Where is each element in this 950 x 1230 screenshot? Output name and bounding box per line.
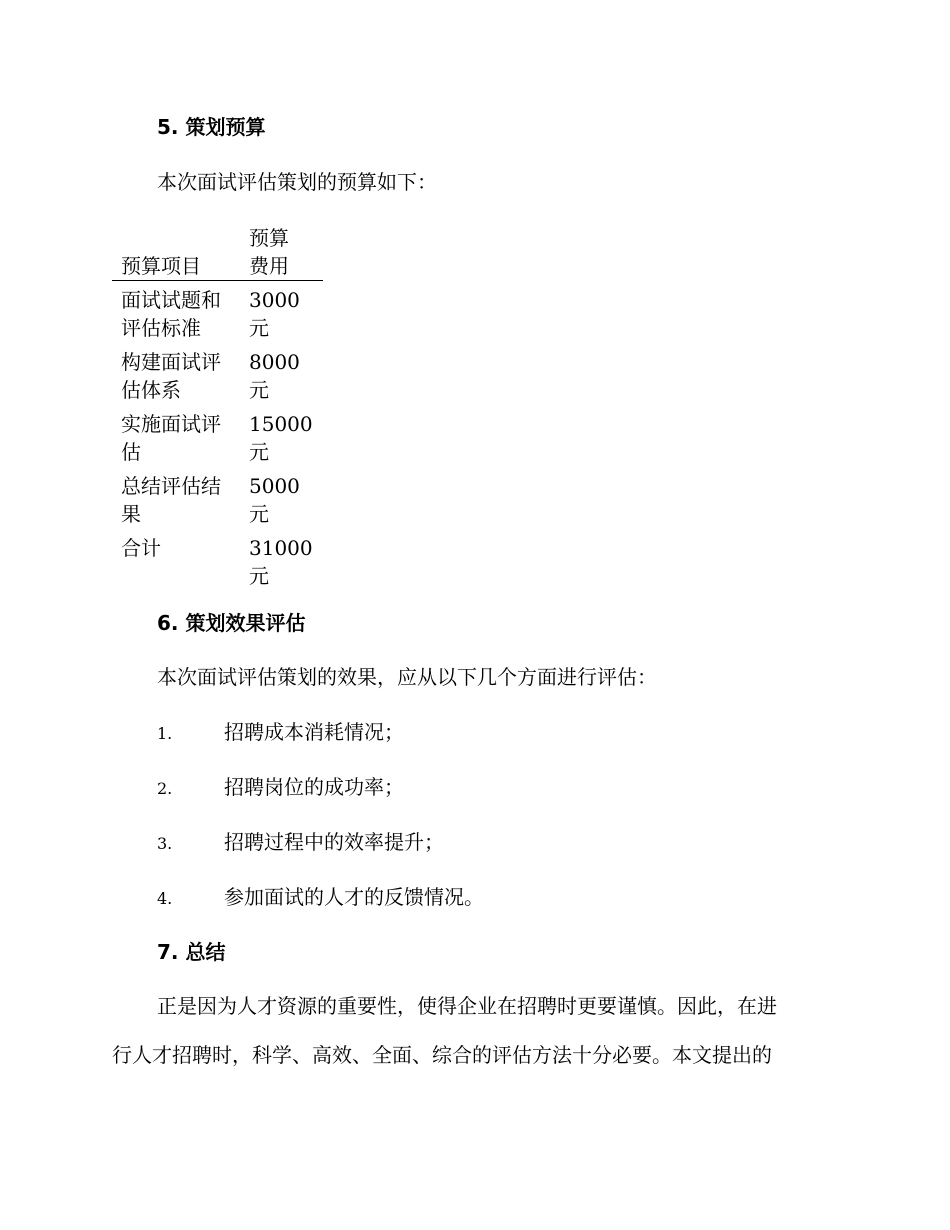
cell-line: 5000: [249, 474, 300, 498]
budget-cost-cell: [240, 348, 323, 410]
header-line: 预算: [249, 226, 289, 250]
header-line: 预算项目: [121, 254, 201, 278]
cell-line: 8000: [249, 350, 300, 374]
header-line: 费用: [249, 254, 289, 278]
budget-cost-cell: [240, 281, 323, 349]
budget-item-cell: [112, 281, 240, 349]
cell-line: 面试试题和: [121, 288, 221, 312]
table-row: [112, 348, 323, 410]
budget-table: [112, 224, 323, 596]
budget-item-cell: [112, 472, 240, 534]
table-row: [112, 281, 323, 349]
cell-line: 元: [249, 564, 269, 588]
section-7-paragraph-line-2: 行人才招聘时，科学、高效、全面、综合的评估方法十分必要。本文提出的: [112, 1043, 772, 1067]
cell-line: 估: [121, 440, 141, 464]
budget-table-header-row: [112, 224, 323, 281]
section-5-heading: 5. 策划预算: [157, 115, 266, 139]
section-7-paragraph-line-1: 正是因为人才资源的重要性，使得企业在招聘时更要谨慎。因此，在进: [157, 994, 777, 1018]
cell-line: 元: [249, 316, 269, 340]
cell-line: 元: [249, 378, 269, 402]
cell-line: 元: [249, 440, 269, 464]
cell-line: 总结评估结: [121, 474, 221, 498]
cell-line: 评估标准: [121, 316, 201, 340]
budget-cost-cell: [240, 410, 323, 472]
budget-cost-cell: [240, 472, 323, 534]
section-6-heading: 6. 策划效果评估: [157, 611, 306, 635]
list-number: 4.: [157, 889, 173, 908]
cell-line: 元: [249, 502, 269, 526]
list-text: 参加面试的人才的反馈情况。: [224, 885, 484, 909]
cell-line: 构建面试评: [121, 350, 221, 374]
cell-line: 3000: [249, 288, 300, 312]
cell-line: 15000: [249, 412, 313, 436]
section-5-intro: 本次面试评估策划的预算如下：: [157, 170, 437, 194]
section-7-heading: 7. 总结: [157, 940, 226, 964]
budget-header-item: [112, 224, 240, 281]
table-row: [112, 410, 323, 472]
list-number: 1.: [157, 724, 173, 743]
table-row-total: [112, 534, 323, 596]
section-6-intro: 本次面试评估策划的效果，应从以下几个方面进行评估：: [157, 665, 657, 689]
budget-item-cell: [112, 410, 240, 472]
cell-line: 估体系: [121, 378, 181, 402]
list-text: 招聘岗位的成功率；: [224, 775, 404, 799]
list-number: 3.: [157, 834, 173, 853]
budget-item-cell: [112, 348, 240, 410]
table-row: [112, 472, 323, 534]
cell-line: 31000: [249, 536, 313, 560]
budget-item-cell: [112, 534, 240, 596]
budget-header-cost: [240, 224, 323, 281]
cell-line: 实施面试评: [121, 412, 221, 436]
list-text: 招聘成本消耗情况；: [224, 720, 404, 744]
cell-line: 果: [121, 502, 141, 526]
list-text: 招聘过程中的效率提升；: [224, 830, 444, 854]
budget-cost-cell: [240, 534, 323, 596]
cell-line: 合计: [121, 536, 161, 560]
list-number: 2.: [157, 779, 173, 798]
